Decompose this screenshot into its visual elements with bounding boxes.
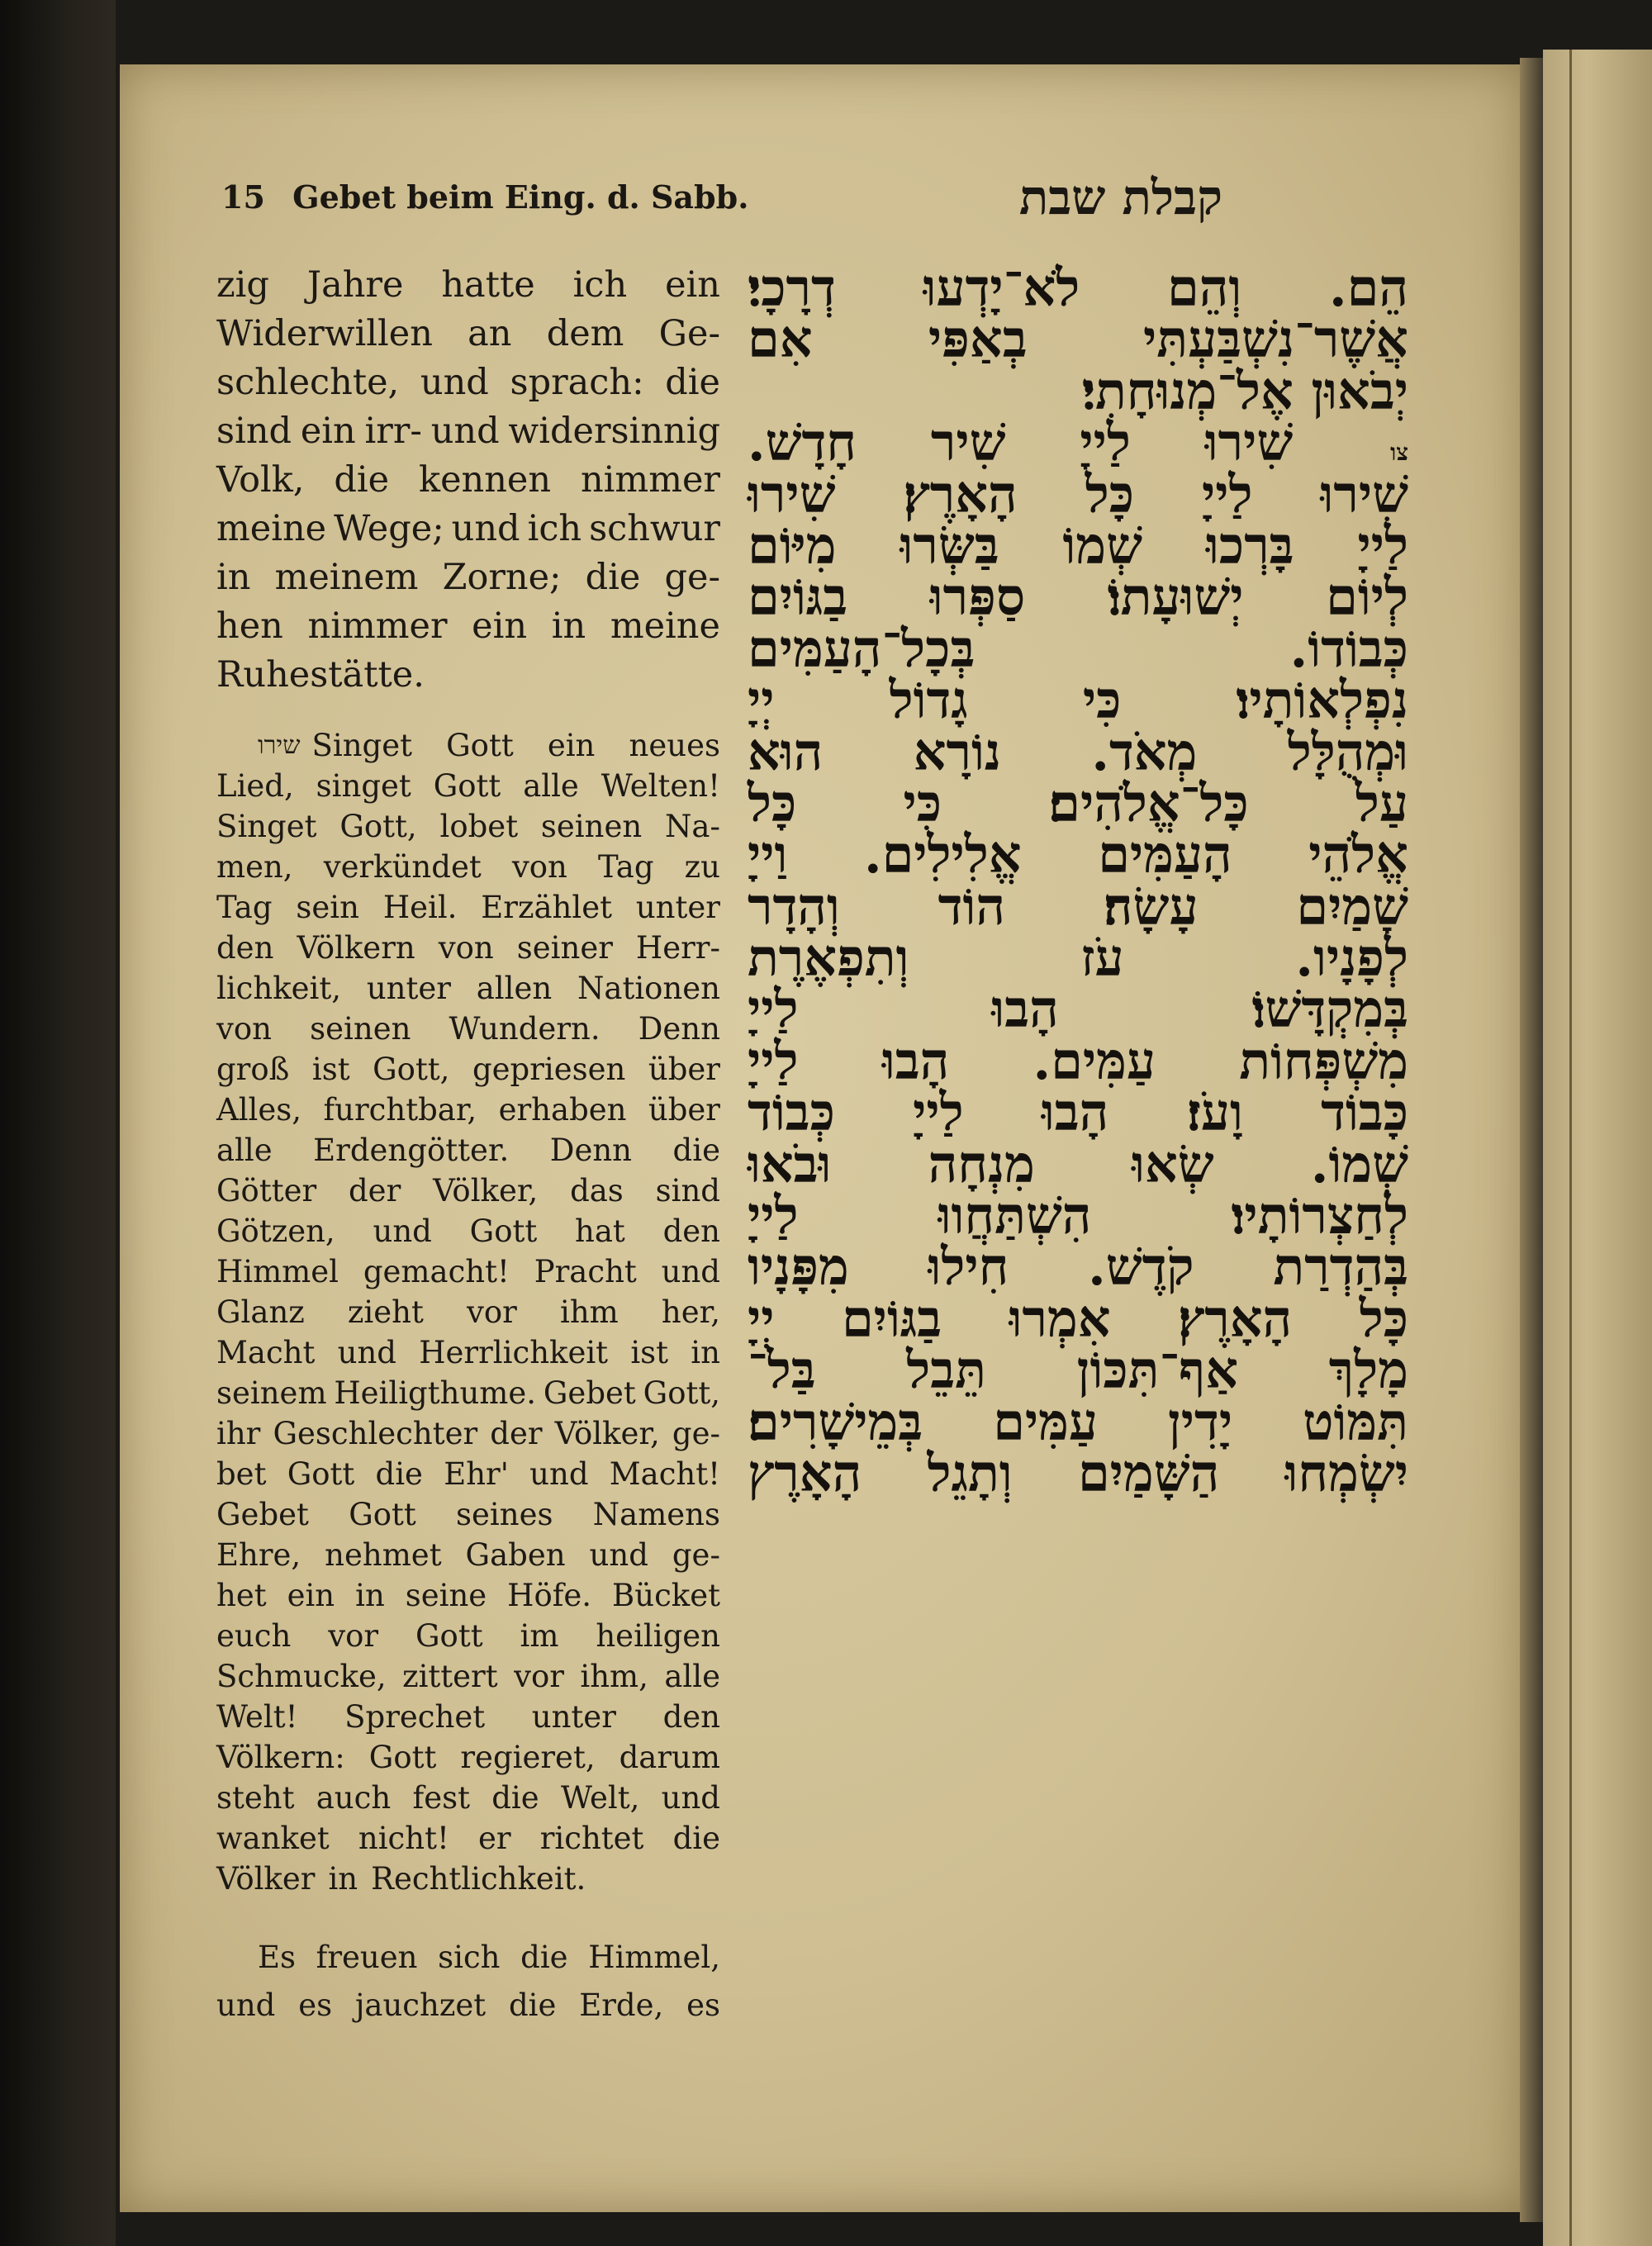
word: an [468,313,512,354]
facing-page-edge [1543,50,1652,2246]
word: nehmet [325,1537,442,1573]
word: Völker [216,1861,316,1897]
word: Gott, [643,1375,720,1411]
word: bet [216,1456,267,1492]
hebrew-line: שִׁירוּ לַייָ כָּל הָאָרֶץ׃ שִׁירוּ [748,463,1408,525]
text-line [216,1818,720,1859]
word: das [570,1173,624,1208]
word: die [491,1780,539,1816]
hebrew-line: לְחַצְרוֹתָיו׃ הִשְׁתַּחֲווּ לַייָ [748,1185,1408,1246]
text-line [216,1982,720,2030]
word: groß [216,1052,290,1087]
word: ist [630,1335,669,1370]
word: Volk, [216,459,305,501]
word: im [520,1618,559,1654]
word: dem [546,313,624,354]
word: es [686,1987,720,2023]
word: Gebet [543,1375,636,1411]
word: er [477,1821,511,1856]
text-line [216,1413,720,1454]
text-line [216,1737,720,1778]
hebrew-line: מָלָךְ אַף־תִּכּוֹן תֵּבֵל בַּל־ [748,1340,1408,1401]
word: Gott [349,1497,416,1532]
hebrew-line: תִּמּוֹט יָדִין עַמִּים בְּמֵישָׁרִים׃ [748,1391,1408,1452]
word: von [438,930,494,966]
word: allen [476,971,553,1006]
word: lobet [439,809,519,844]
text-line [216,407,720,456]
word: ihm, [580,1659,648,1694]
word: ein [287,1578,335,1613]
word: und [589,1537,648,1573]
hebrew-line-text: שִׁירוּ לַייָ שִׁיר חָדָשׁ. [748,412,1294,473]
word: den [662,1213,720,1249]
word: Alles, [216,1092,302,1128]
hebrew-line: שָׁמַיִם עָשָׂה׃ הוֹד וְהָדָר [748,876,1408,937]
word: ihr [216,1416,261,1451]
text-line [216,505,720,553]
text-line [216,310,720,359]
word: und [337,1335,396,1370]
word: über [648,1092,720,1128]
word: Namens [592,1497,720,1532]
word: ge- [672,1416,720,1451]
word: Erde, [579,1987,664,2023]
text-line [216,1494,720,1535]
word: richtet [539,1821,644,1856]
hebrew-line: יְבֹאוּן אֶל־מְנוּחָתִי׃ [1081,360,1408,421]
text-line [216,928,720,968]
word: die [508,1987,557,2023]
text-line [216,1616,720,1656]
hebrew-line: יִשְׂמְחוּ הַשָּׁמַיִם וְתָגֵל הָאָרֶץ [748,1442,1408,1503]
text-line [216,602,720,651]
word: sind [655,1173,720,1208]
word: nicht! [358,1821,449,1856]
word: zu [684,849,720,885]
word: Himmel, [588,1940,720,1975]
text-line [216,1373,720,1413]
word: und [420,362,489,403]
word: Gott [415,1618,483,1654]
word: alle [664,1659,720,1694]
word: Gott [446,728,514,763]
word: von [216,1011,273,1047]
hebrew-line: אֲשֶׁר־נִשְׁבַּעְתִּי בְאַפִּי אִם [748,309,1408,370]
text-line [216,1535,720,1575]
hebrew-line: בְּמִקְדָּשׁוֹ׃ הָבוּ לַייָ [748,979,1408,1040]
word: Götter [216,1173,317,1208]
text-line [216,766,720,806]
word: irr- [364,411,422,452]
word: seines [456,1497,553,1532]
word: ein [665,264,720,306]
word: schlechte, [216,362,400,403]
word: auch [316,1780,392,1816]
word: Gott, [373,1052,450,1087]
text-line [216,1211,720,1251]
text-line [216,1934,720,1982]
word: fest [412,1780,470,1816]
word: in [216,557,251,598]
hebrew-line: נִפְלְאוֹתָיו׃ כִּי גָדוֹל יְיָ [748,670,1408,731]
word: Ge- [658,313,720,354]
word: Gott, [339,809,417,844]
word: Singet [216,809,317,844]
first-line-text [312,725,720,766]
text-line [216,887,720,928]
word: Herrlichkeit [419,1335,609,1370]
text-line [216,1778,720,1818]
hebrew-line: לְפָנָיו. עֹז וְתִפְאֶרֶת [748,928,1408,989]
hebrew-line: הֵם. וְהֵם לֹא־יָדְעוּ דְרָכָי׃ [748,258,1408,318]
text-line [216,1130,720,1170]
word: seiner [516,930,613,966]
word: unter [366,971,451,1006]
text-line [216,651,720,700]
word: freuen [316,1940,418,1975]
word: gemacht! [363,1254,510,1289]
hebrew-line: לַייָ בָּרְכוּ שְׁמוֹ בַּשְּׂרוּ מִיּוֹם [748,515,1408,576]
hebrew-line: וּמְהֻלָּל מְאֹד. נוֹרָא הוּא [748,721,1408,782]
word: seinen [310,1011,411,1047]
hebrew-line: מִשְׁפְּחוֹת עַמִּים. הָבוּ לַייָ [748,1030,1408,1091]
word: Bücket [612,1578,720,1613]
word: über [648,1052,720,1087]
text-line [216,1656,720,1697]
fold-line [1569,50,1572,2246]
word: seine [405,1578,487,1613]
word: Wege; [334,508,444,549]
word: es [298,1987,333,2023]
text-line [216,847,720,887]
word: Glanz [216,1294,305,1330]
hebrew-line: כְּבוֹדוֹ. בְּכָל־הָעַמִּים [748,618,1408,679]
word: unter [531,1699,616,1735]
book-binding [0,0,116,2246]
word: heiligen [596,1618,720,1654]
word: Denn [549,1132,633,1168]
word: Höfe. [507,1578,592,1613]
word: verkündet [323,849,482,885]
word: Nationen [577,971,720,1006]
word: wanket [216,1821,330,1856]
word: Macht [216,1335,316,1370]
word: alle [216,1132,273,1168]
word: Es [258,1940,296,1975]
word: meine [610,605,720,647]
word: meinem [274,557,419,598]
word: und [430,411,500,452]
word: Welten! [601,768,720,804]
word: Zorne; [442,557,562,598]
word: darum [619,1740,720,1775]
word: Gott [287,1456,355,1492]
word: und [451,508,520,549]
word: Tag [216,890,273,925]
word: lichkeit, [216,971,341,1006]
word: ich [527,508,582,549]
word: Welt, [560,1780,640,1816]
word: ein [547,728,596,763]
word: Widerwillen [216,313,433,354]
word: Gebet [216,1497,309,1532]
word: Herr- [635,930,720,966]
word: Jahre [306,264,404,306]
word: Erdengötter. [313,1132,510,1168]
word: der [490,1416,543,1451]
hebrew-line: עַל כָּל־אֱלֹהִים׃ כִּי כָּל [748,772,1408,833]
word: Schmucke, [216,1659,387,1694]
word: neues [629,728,720,763]
german-paragraph-3 [216,1934,720,2030]
word: in [551,605,586,647]
word: Gaben [465,1537,566,1573]
word: Völker, [554,1416,660,1451]
word: die [585,557,641,598]
text-line [216,456,720,505]
text-line [216,1697,720,1737]
word: ein [300,411,356,452]
word: her, [661,1294,720,1330]
word: die [665,362,720,403]
text-line [216,1575,720,1616]
word: schwur [589,508,720,549]
word: steht [216,1780,295,1816]
hebrew-line: לְיוֹם יְשׁוּעָתוֹ׃ סַפְּרוּ בַגּוֹיִם [748,567,1408,628]
word: und [216,1987,276,2023]
word: die [520,1940,568,1975]
word: Singet [311,728,412,763]
word: seinen [540,809,643,844]
word: den [216,930,274,966]
word: het [216,1578,267,1613]
word: furchtbar, [323,1092,477,1128]
word: hat [575,1213,625,1249]
word: in [355,1578,385,1613]
text-line [216,553,720,602]
running-header-left [221,178,749,231]
text-line [216,1090,720,1130]
hebrew-column [748,258,1408,1503]
word: Pracht [534,1254,637,1289]
word: ein [472,605,528,647]
word: nimmer [307,605,448,647]
text-line [216,1049,720,1090]
word: und [661,1780,720,1816]
word: hatte [441,264,535,306]
word: ihm [560,1294,619,1330]
text-line [216,1009,720,1049]
word: ist [311,1052,350,1087]
text-line [216,261,720,310]
word: vor [466,1294,517,1330]
hebrew-line: בְּהַדְרַת קֹדֶשׁ. חִילוּ מִפָּנָיו [748,1237,1408,1298]
word: hen [216,605,283,647]
text-line [216,1332,720,1373]
word: Gott [368,1740,437,1775]
word: in [691,1335,720,1370]
hebrew-running-title: קבלת שבת [1018,169,1222,226]
word: Sprechet [344,1699,486,1735]
word: Ehre, [216,1537,301,1573]
word: sind [216,411,292,452]
word: und [373,1213,432,1249]
text-line [216,1292,720,1332]
word: der [348,1173,401,1208]
word: Macht! [609,1456,720,1492]
text-line [216,806,720,847]
word: kennen [419,459,552,501]
word: Heil. [382,890,458,925]
text-line [216,1251,720,1292]
word: ich [572,264,628,306]
word: Na- [665,809,720,844]
word: ge- [672,1537,720,1573]
word: nimmer [580,459,720,501]
hebrew-line [748,412,1408,473]
text-line [216,968,720,1009]
word: Denn [638,1011,720,1047]
word: Welt! [216,1699,298,1735]
hebrew-line: כָּל הָאָרֶץ׃ אִמְרוּ בַגּוֹיִם יְיָ [748,1288,1408,1349]
page-number: 15 [221,178,265,216]
word: Erzählet [481,890,612,925]
word: die [672,1821,720,1856]
word: regieret, [460,1740,596,1775]
word: men, [216,849,293,885]
german-running-title: Gebet beim Eing. d. Sabb. [292,178,749,216]
hebrew-psalm-number: צו [1390,439,1408,467]
word: widersinnig [508,411,720,452]
word: Völkern: [216,1740,345,1775]
word: sein [296,890,359,925]
word: Völker, [433,1173,539,1208]
word: von [511,849,567,885]
word: Tag [597,849,654,885]
word: sich [438,1940,501,1975]
word: meine [216,508,327,549]
word: und [661,1254,720,1289]
word: zig [216,264,269,306]
word: die [672,1132,720,1168]
word: Gott [469,1213,538,1249]
word: ge- [664,557,720,598]
text-line [216,359,720,407]
german-paragraph-2 [216,725,720,1899]
word: gepriesen [472,1052,626,1087]
word: sprach: [510,362,644,403]
word: Ruhestätte. [216,654,425,696]
word: Ehr' [444,1456,509,1492]
hebrew-line: שְׁמוֹ. שְׂאוּ מִנְחָה וּבֹאוּ [748,1133,1408,1194]
word: vor [514,1659,564,1694]
word: zittert [402,1659,498,1694]
psalm-label: שירו [258,731,301,760]
word: singet [316,768,411,804]
word: erhaben [498,1092,627,1128]
page-gutter [1520,58,1545,2222]
word: in [328,1861,358,1897]
word: alle [523,768,579,804]
text-line [216,1170,720,1211]
german-paragraph-1 [216,261,720,700]
word: Gott [433,768,501,804]
word: die [334,459,390,501]
hebrew-line: אֱלֹהֵי הָעַמִּים אֱלִילִים. וַייָ [748,824,1408,886]
word: Geschlechter [273,1416,478,1451]
word: Lied, [216,768,294,804]
word: seinem [216,1375,327,1411]
word: Rechtlichkeit. [371,1861,586,1897]
word: die [375,1456,423,1492]
word: Heiligthume. [334,1375,537,1411]
word: unter [635,890,720,925]
word: und [529,1456,589,1492]
word: Wundern. [449,1011,601,1047]
word: vor [328,1618,379,1654]
word: jauchzet [354,1987,487,2023]
word: Götzen, [216,1213,335,1249]
text-line [216,1454,720,1494]
word: Völkern [297,930,415,966]
word: euch [216,1618,292,1654]
text-line [216,1859,720,1899]
word: den [662,1699,720,1735]
word: Himmel [216,1254,339,1289]
text-line [216,725,720,766]
word: zieht [347,1294,424,1330]
hebrew-line: כָּבוֹד וָעֹז׃ הָבוּ לַייָ כְּבוֹד [748,1082,1408,1143]
